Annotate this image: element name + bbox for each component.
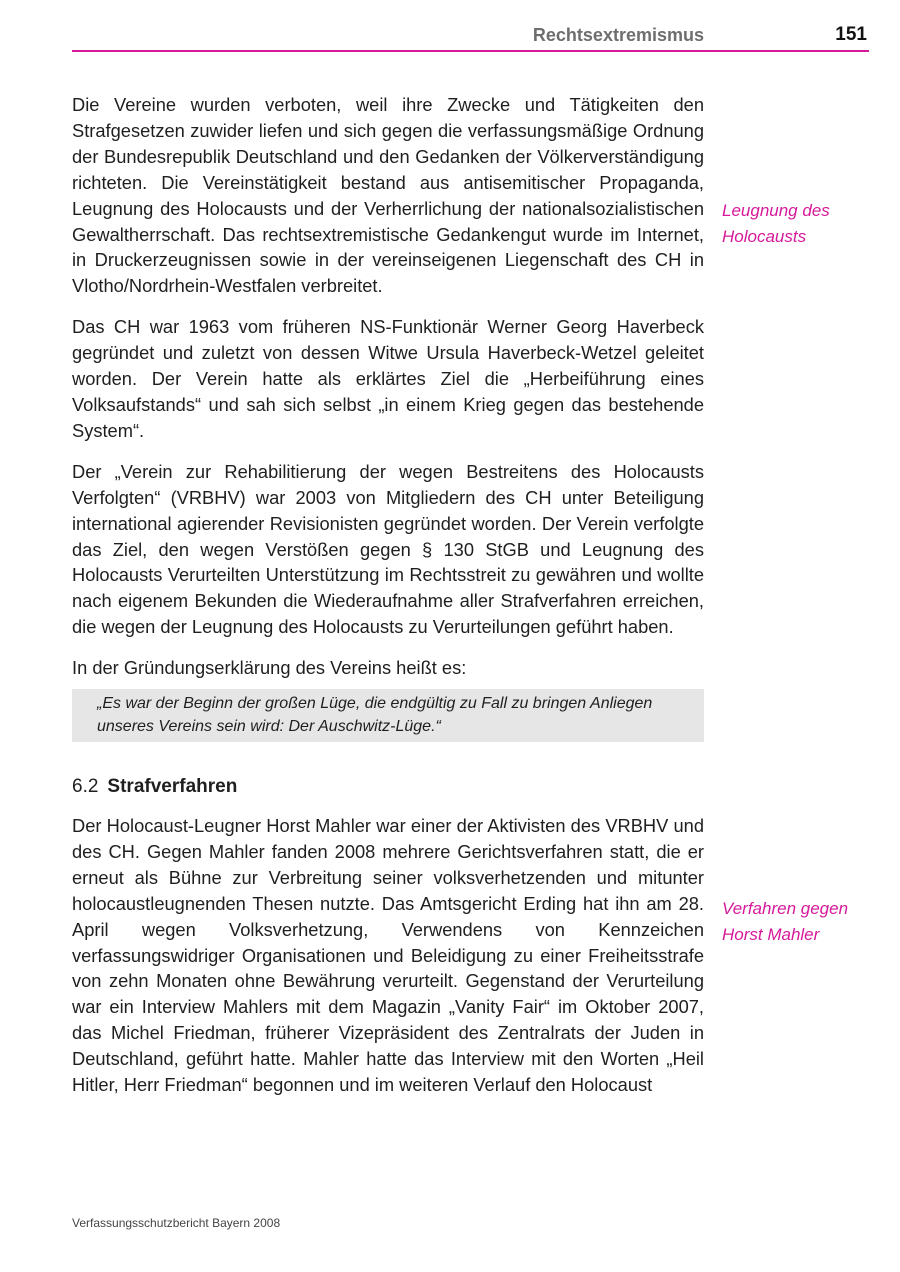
section-heading (72, 772, 704, 802)
section-title: Rechtsextremismus (532, 25, 704, 45)
margin-note-line: Leugnung des (722, 201, 830, 220)
quote-intro: In der Gründungserklärung des Vereins heißt es: (72, 657, 467, 679)
margin-note-holocaust (722, 198, 882, 250)
paragraph-3: Der „Verein zur Rehabilitierung der wegen Bestreitens des Holocausts Verfolgten“ (VRBHV) war 2003 von Mitgliedern des CH unter Beteiligung international agierender Revisionisten gegründet worden. Der Verein verfolgte das Ziel, den wegen Verstößen gegen § 130 StGB und Leugnung des Holocausts Verurteilten Unterstützung im Rechtsstreit zu gewähren und wollte nach eigenem Bekunden die Wiederaufnahme aller Strafverfahren erreichen, die wegen der Leugnung des Holocausts zu Verurteilungen geführt haben. (72, 460, 704, 638)
page-header (72, 22, 869, 52)
page-number: 151 (835, 24, 867, 45)
section-paragraph: Der Holocaust-Leugner Horst Mahler war einer der Aktivisten des VRBHV und des CH. Gegen Mahler fanden 2008 mehrere Gerichtsverfahren statt, die er erneut als Bühne zur Verbreitung seiner volksverhetzenden und mitunter holocaustleugnenden Thesen nutzte. Das Amtsgericht Erding hat ihn am 28. April wegen Volksverhetzung, Verwendens von Kennzeichen verfassungswidriger Organisationen und Beleidigung zu einer Freiheitsstrafe von zehn Monaten ohne Bewährung verurteilt. Gegenstand der Verurteilung war ein Interview Mahlers mit dem Magazin „Vanity Fair“ im Oktober 2007, das Michel Friedman, früherer Vizepräsident des Zentralrats der Juden in Deutschland, geführt hatte. Mahler hatte das Interview mit den Worten „Heil Hitler, Herr Friedman“ begonnen und im weiteren Verlauf den Holocaust (72, 815, 704, 1096)
section-heading-title: Strafverfahren (107, 776, 238, 798)
blockquote: „Es war der Beginn der großen Lüge, die endgültig zu Fall zu bringen Anliegen unseres Vereins sein wird: Der Auschwitz-Lüge.“ (72, 689, 704, 742)
margin-note-line: Verfahren gegen (722, 899, 849, 918)
page-footer: Verfassungsschutzbericht Bayern 2008 (72, 1216, 281, 1230)
margin-note-line: Horst Mahler (722, 924, 820, 944)
margin-note-line: Holocausts (722, 226, 807, 246)
paragraph-2: Das CH war 1963 vom früheren NS-Funktionär Werner Georg Haverbeck gegründet und zuletzt von dessen Witwe Ursula Haverbeck-Wetzel geleitet worden. Der Verein hatte als erklärtes Ziel die „Herbeiführung eines Volksaufstands“ und sah sich selbst „in einem Krieg gegen das bestehende System“. (72, 316, 704, 441)
margin-note-mahler (722, 896, 882, 948)
main-text (72, 92, 704, 1113)
paragraph-1: Die Vereine wurden verboten, weil ihre Zwecke und Tätigkeiten den Strafgesetzen zuwider liefen und sich gegen die verfassungsmäßige Ordnung der Bundesrepublik Deutschland und den Gedanken der Völkerverständigung richteten. Die Vereinstätigkeit bestand aus antisemitischer Propaganda, Leugnung des Holocausts und der Verherrlichung der nationalsozialistischen Gewaltherrschaft. Das rechtsextremistische Gedankengut wurde im Internet, in Druckerzeugnissen sowie in der vereinseigenen Liegenschaft des CH in Vlotho/Nordrhein-Westfalen verbreitet. (72, 94, 704, 297)
section-number: 6.2 (72, 776, 99, 798)
